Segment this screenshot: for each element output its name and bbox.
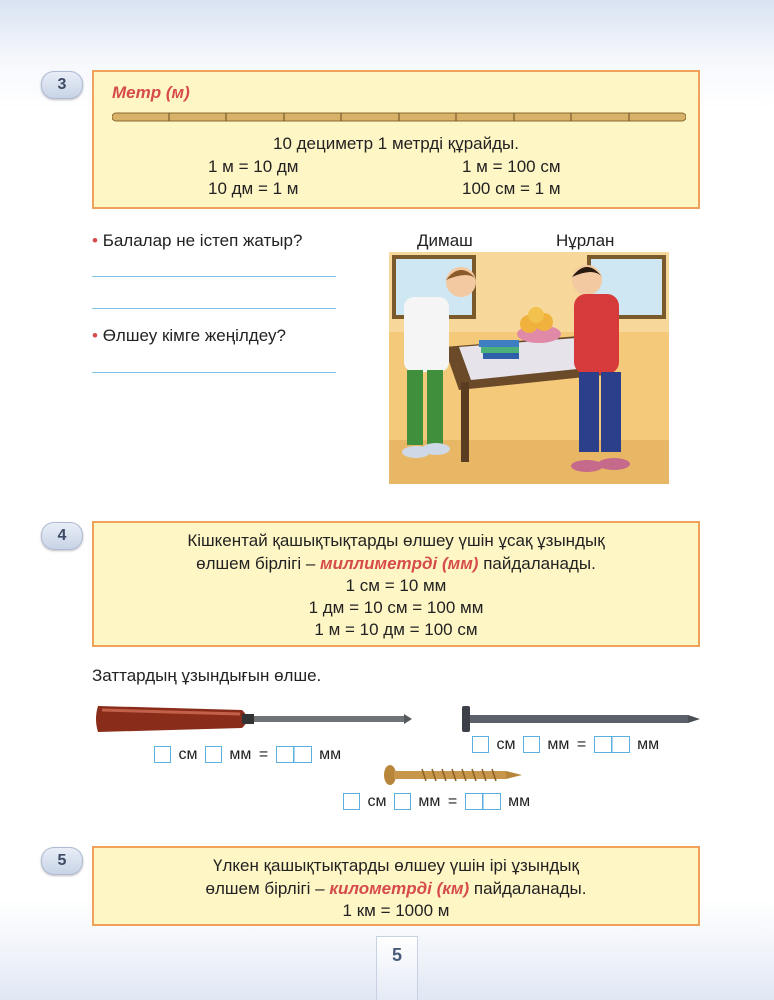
- meter-info-box: [92, 70, 700, 209]
- eq-1km-1000m: 1 км = 1000 м: [342, 901, 450, 920]
- kilometer-info-box: [92, 846, 700, 926]
- name-dimash: Димаш: [417, 231, 473, 250]
- question-what-doing: • Балалар не істеп жатыр?: [92, 231, 303, 250]
- eq-1dm-10cm-100mm: 1 дм = 10 см = 100 мм: [308, 598, 484, 617]
- children-measuring-table-illustration: [389, 252, 669, 484]
- screw-mm-box[interactable]: [394, 793, 411, 810]
- exercise-number-3: 3: [41, 71, 83, 99]
- eq-1m-10dm: 1 м = 10 дм: [208, 157, 299, 176]
- eq-100cm-1m: 100 см = 1 м: [462, 179, 561, 198]
- page-number: 5: [376, 936, 418, 1000]
- screwdriver-total-box[interactable]: [276, 746, 312, 763]
- screwdriver-illustration: [92, 698, 414, 740]
- exercise-number-5: 5: [41, 847, 83, 875]
- mm-line-1: Кішкентай қашықтықтарды өлшеу үшін ұсақ ұзындық: [187, 531, 605, 550]
- eq-1m-100cm: 1 м = 100 см: [462, 157, 561, 176]
- name-nurlan: Нұрлан: [556, 231, 615, 250]
- meter-intro: 10 дециметр 1 метрді құрайды.: [272, 134, 519, 153]
- nail-illustration: [460, 706, 702, 734]
- measure-task: Заттардың ұзындығын өлше.: [92, 666, 322, 685]
- nail-total-box[interactable]: [594, 736, 630, 753]
- screwdriver-answer-row: см мм = мм: [154, 746, 344, 764]
- answer-line-3[interactable]: [92, 372, 336, 373]
- nail-answer-row: см мм = мм: [472, 736, 662, 754]
- km-line-2: өлшем бірлігі – километрді (км) пайдаланады.: [205, 879, 587, 898]
- eq-1m-10dm-100cm: 1 м = 10 дм = 100 см: [314, 620, 478, 639]
- screw-cm-box[interactable]: [343, 793, 360, 810]
- screw-answer-row: см мм = мм: [343, 793, 533, 811]
- meter-title: Метр (м): [112, 83, 190, 102]
- screwdriver-cm-box[interactable]: [154, 746, 171, 763]
- answer-line-2[interactable]: [92, 308, 336, 309]
- mm-line-2: өлшем бірлігі – миллиметрді (мм) пайдаланады.: [196, 554, 596, 573]
- screw-illustration: [382, 764, 524, 786]
- exercise-number-4: 4: [41, 522, 83, 550]
- nail-cm-box[interactable]: [472, 736, 489, 753]
- km-line-1: Үлкен қашықтықтарды өлшеу үшін ірі ұзындық: [213, 856, 579, 875]
- screwdriver-mm-box[interactable]: [205, 746, 222, 763]
- km-highlight: километрді (км): [329, 879, 470, 898]
- nail-mm-box[interactable]: [523, 736, 540, 753]
- question-who-easier: • Өлшеу кімге жеңілдеу?: [92, 326, 286, 345]
- screw-total-box[interactable]: [465, 793, 501, 810]
- answer-line-1[interactable]: [92, 276, 336, 277]
- mm-highlight: миллиметрді (мм): [320, 554, 479, 573]
- eq-1cm-10mm: 1 см = 10 мм: [345, 576, 447, 595]
- eq-10dm-1m: 10 дм = 1 м: [208, 179, 299, 198]
- millimeter-info-box: [92, 521, 700, 647]
- ruler-illustration: [112, 112, 686, 122]
